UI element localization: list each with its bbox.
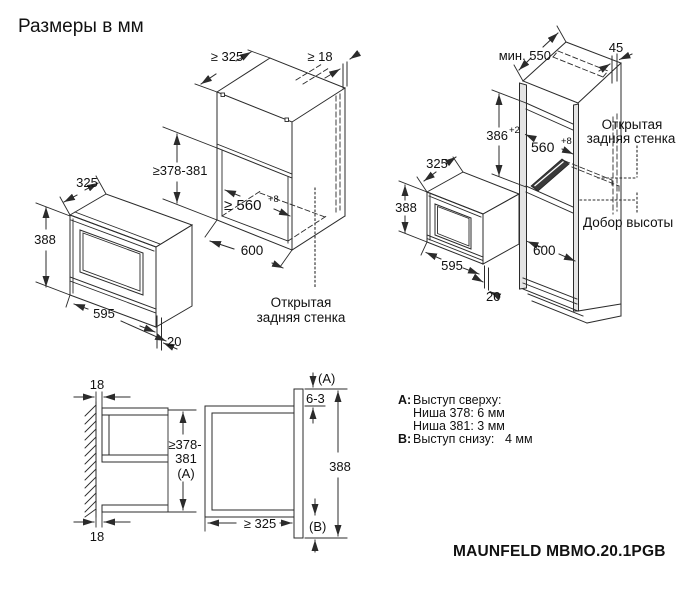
dim-column-inner-width bbox=[526, 135, 574, 156]
label-b-pointer bbox=[309, 499, 326, 552]
svg-text:мин. 550: мин. 550 bbox=[498, 48, 551, 63]
svg-text:18: 18 bbox=[89, 529, 105, 544]
page-title: Размеры в мм bbox=[18, 16, 144, 37]
svg-text:Добор высоты: Добор высоты bbox=[583, 215, 674, 230]
svg-text:(A): (A) bbox=[177, 466, 195, 481]
dim-left-oven-front-offset bbox=[140, 316, 181, 350]
note-a-row-2: Ниша 381: 3 мм bbox=[413, 419, 505, 433]
dim-niche-inner-width bbox=[224, 190, 290, 216]
svg-text:+2: +2 bbox=[509, 125, 520, 136]
svg-text:595: 595 bbox=[93, 306, 115, 321]
svg-text:задняя стенка: задняя стенка bbox=[586, 131, 676, 146]
column-cabinet-drawing bbox=[486, 26, 676, 323]
dim-top-protrusion bbox=[306, 391, 325, 423]
dim-left-oven-height bbox=[34, 203, 70, 295]
svg-text:388: 388 bbox=[395, 200, 417, 215]
side-view-drawing bbox=[74, 371, 351, 552]
right-side-panel-cut bbox=[574, 104, 579, 311]
dim-column-lower-width bbox=[528, 242, 576, 262]
note-b-key: B: bbox=[398, 432, 412, 446]
note-b-value: 4 мм bbox=[505, 432, 533, 446]
note-a-key: A: bbox=[398, 393, 412, 407]
notes-block bbox=[398, 393, 533, 446]
dim-side-min-depth bbox=[205, 516, 292, 531]
svg-text:325: 325 bbox=[426, 156, 448, 171]
svg-text:600: 600 bbox=[240, 243, 264, 258]
note-a-row-1: Ниша 378: 6 мм bbox=[413, 406, 505, 420]
note-b-title: Выступ снизу: bbox=[413, 432, 495, 446]
dim-column-oven-front-offset bbox=[474, 266, 500, 304]
dim-niche-back-gap bbox=[307, 49, 359, 88]
filler-callout bbox=[580, 193, 673, 230]
svg-text:18: 18 bbox=[89, 377, 105, 392]
svg-text:381: 381 bbox=[175, 451, 197, 466]
svg-text:(B): (B) bbox=[309, 519, 327, 534]
svg-text:20: 20 bbox=[167, 334, 182, 349]
svg-text:325: 325 bbox=[76, 175, 98, 190]
dim-column-oven-height bbox=[395, 181, 427, 242]
oven-door-window bbox=[80, 230, 143, 295]
note-a-title: Выступ сверху: bbox=[413, 393, 502, 407]
svg-text:≥ 18: ≥ 18 bbox=[307, 49, 333, 64]
svg-text:560: 560 bbox=[531, 139, 555, 155]
svg-text:≥378-: ≥378- bbox=[168, 437, 202, 452]
svg-text:≥ 325: ≥ 325 bbox=[210, 49, 244, 64]
dim-left-oven-width bbox=[66, 295, 166, 341]
dim-niche-top-depth bbox=[195, 49, 270, 92]
dim-wall-gap-bottom bbox=[74, 512, 130, 544]
svg-text:600: 600 bbox=[533, 243, 556, 258]
niche-cabinet-drawing bbox=[153, 49, 359, 325]
svg-text:595: 595 bbox=[441, 258, 463, 273]
dim-left-oven-depth bbox=[60, 175, 106, 215]
svg-text:+8: +8 bbox=[268, 194, 279, 205]
svg-text:388: 388 bbox=[34, 232, 56, 247]
svg-text:Открытая: Открытая bbox=[601, 117, 663, 132]
label-a-pointer bbox=[313, 371, 335, 387]
dim-column-oven-depth bbox=[417, 156, 463, 192]
wall-hatch bbox=[85, 405, 96, 517]
svg-text:≥ 325: ≥ 325 bbox=[243, 516, 277, 531]
svg-text:Открытая: Открытая bbox=[270, 295, 332, 310]
dim-side-front-height bbox=[329, 391, 351, 536]
svg-text:386: 386 bbox=[486, 128, 508, 143]
column-oven-drawing bbox=[395, 156, 519, 304]
svg-text:≥378-381: ≥378-381 bbox=[152, 163, 208, 178]
column-open-back-callout bbox=[587, 117, 676, 178]
dim-wall-gap-top bbox=[74, 377, 130, 408]
svg-text:(A): (A) bbox=[318, 371, 336, 386]
dim-niche-outer-width bbox=[205, 220, 292, 268]
dim-niche-height bbox=[153, 127, 217, 220]
svg-text:задняя стенка: задняя стенка bbox=[256, 310, 346, 325]
dim-side-niche-height bbox=[167, 410, 202, 512]
dim-column-oven-width bbox=[421, 242, 479, 274]
svg-text:20: 20 bbox=[486, 289, 501, 304]
svg-text:≥ 560: ≥ 560 bbox=[224, 197, 262, 214]
svg-text:6-3: 6-3 bbox=[306, 391, 325, 406]
model-label: MAUNFELD MBMO.20.1PGB bbox=[453, 543, 666, 560]
svg-text:+8: +8 bbox=[561, 136, 572, 147]
svg-text:45: 45 bbox=[608, 40, 624, 55]
height-filler-bar bbox=[531, 159, 569, 191]
svg-text:388: 388 bbox=[329, 459, 351, 474]
